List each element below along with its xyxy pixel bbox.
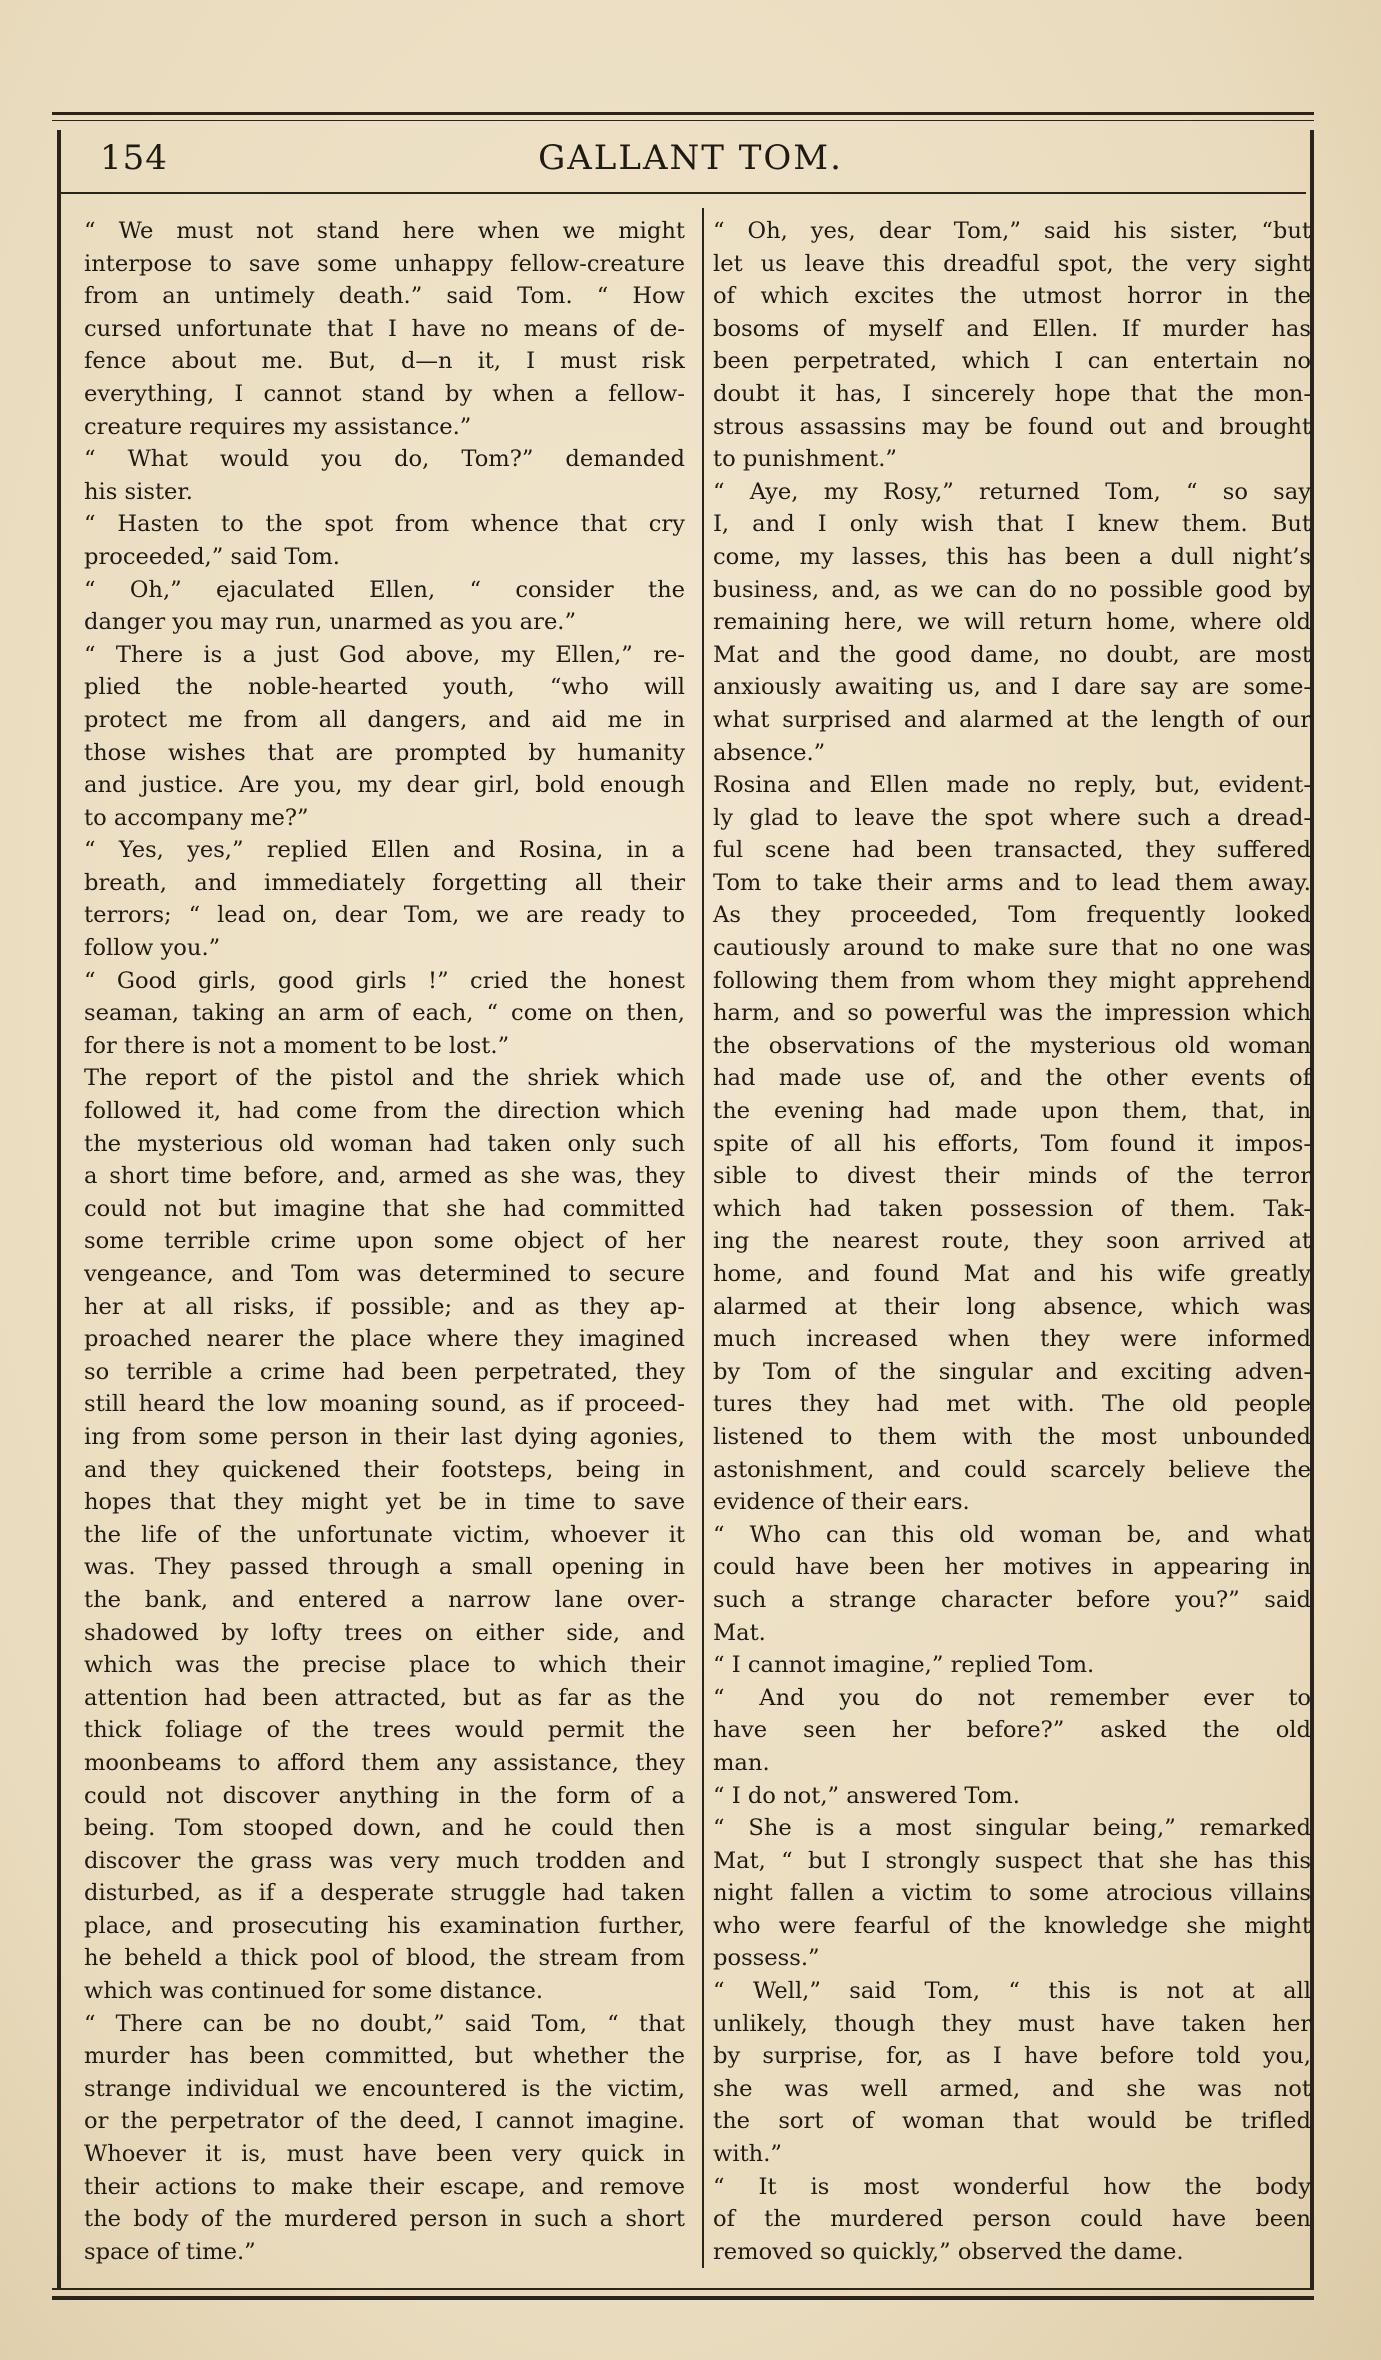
column-divider <box>702 208 704 2268</box>
text-line: been perpetrated, which I can entertain no <box>713 348 1311 375</box>
text-line: still heard the low moaning sound, as if proceed- <box>84 1391 685 1418</box>
text-line: attention had been attracted, but as far as the <box>84 1684 685 1711</box>
text-line: such a strange character before you?” said <box>713 1586 1311 1613</box>
text-line: place, and prosecuting his examination further, <box>84 1912 685 1939</box>
text-line: hopes that they might yet be in time to save <box>84 1489 685 1516</box>
text-line: ing the nearest route, they soon arrived at <box>713 1228 1311 1255</box>
text-line: the evening had made upon them, that, in <box>713 1098 1311 1125</box>
text-line: astonishment, and could scarcely believe the <box>713 1456 1311 1483</box>
text-line: some terrible crime upon some object of her <box>84 1228 685 1255</box>
text-line: anxiously awaiting us, and I dare say are some- <box>713 674 1311 701</box>
text-line: “ It is most wonderful how the body <box>713 2173 1311 2200</box>
text-line: “ Who can this old woman be, and what <box>713 1521 1311 1548</box>
text-line: As they proceeded, Tom frequently looked <box>713 902 1311 929</box>
text-line: fence about me. But, d—n it, I must risk <box>84 348 685 375</box>
text-line: Mat, “ but I strongly suspect that she has this <box>713 1847 1311 1874</box>
text-line: creature requires my assistance.” <box>84 413 472 440</box>
text-line: space of time.” <box>84 2238 256 2265</box>
text-line: Whoever it is, must have been very quick in <box>84 2141 685 2168</box>
text-line: for there is not a moment to be lost.” <box>84 1032 510 1059</box>
text-line: breath, and immediately forgetting all their <box>84 869 685 896</box>
text-line: evidence of their ears. <box>713 1489 970 1516</box>
text-line: man. <box>713 1749 770 1776</box>
text-line: her at all risks, if possible; and as they ap- <box>84 1293 685 1320</box>
text-line: spite of all his efforts, Tom found it impos- <box>713 1130 1311 1157</box>
text-line: the mysterious old woman had taken only such <box>84 1130 685 1157</box>
text-line: “ She is a most singular being,” remarked <box>713 1815 1311 1842</box>
text-line: could not but imagine that she had committed <box>84 1195 685 1222</box>
text-line: Mat. <box>713 1619 766 1646</box>
text-line: “ What would you do, Tom?” demanded <box>84 446 685 473</box>
text-line: “ And you do not remember ever to <box>713 1684 1311 1711</box>
text-line: and justice. Are you, my dear girl, bold enough <box>84 772 685 799</box>
text-line: those wishes that are prompted by humanity <box>84 739 685 766</box>
text-line: let us leave this dreadful spot, the very sight <box>713 250 1311 277</box>
text-line: moonbeams to afford them any assistance, they <box>84 1749 685 1776</box>
text-line: business, and, as we can do no possible good by <box>713 576 1311 603</box>
text-line: had made use of, and the other events of <box>713 1065 1311 1092</box>
text-line: Rosina and Ellen made no reply, but, evident- <box>713 772 1311 799</box>
text-line: harm, and so powerful was the impression which <box>713 1000 1311 1027</box>
text-line: listened to them with the most unbounded <box>713 1423 1311 1450</box>
text-line: doubt it has, I sincerely hope that the mon- <box>713 380 1311 407</box>
text-line: or the perpetrator of the deed, I cannot imagine. <box>84 2108 685 2135</box>
text-line: the sort of woman that would be trifled <box>713 2108 1311 2135</box>
text-line: “ There is a just God above, my Ellen,” re- <box>84 641 685 668</box>
text-line: plied the noble-hearted youth, “who will <box>84 674 685 701</box>
text-line: their actions to make their escape, and remove <box>84 2173 685 2200</box>
text-line: “ Aye, my Rosy,” returned Tom, “ so say <box>713 478 1311 505</box>
text-line: so terrible a crime had been perpetrated, they <box>84 1358 685 1385</box>
text-line: The report of the pistol and the shriek which <box>84 1065 685 1092</box>
text-line: ing from some person in their last dying agonies, <box>84 1423 685 1450</box>
text-line: “ Good girls, good girls !” cried the honest <box>84 967 685 994</box>
text-line: “ Yes, yes,” replied Ellen and Rosina, in a <box>84 837 685 864</box>
text-line: “ There can be no doubt,” said Tom, “ that <box>84 2010 685 2037</box>
text-line: “ Hasten to the spot from whence that cry <box>84 511 685 538</box>
text-line: could not discover anything in the form of a <box>84 1782 685 1809</box>
header-rule <box>60 192 1306 194</box>
running-title: GALLANT TOM. <box>538 138 843 178</box>
text-line: terrors; “ lead on, dear Tom, we are ready to <box>84 902 685 929</box>
text-line: sible to divest their minds of the terror <box>713 1163 1311 1190</box>
text-line: alarmed at their long absence, which was <box>713 1293 1311 1320</box>
text-line: which was continued for some distance. <box>84 1978 544 2005</box>
text-line: by Tom of the singular and exciting adven- <box>713 1358 1311 1385</box>
text-line: night fallen a victim to some atrocious villains <box>713 1880 1311 1907</box>
text-line: discover the grass was very much trodden and <box>84 1847 685 1874</box>
text-line: “ Oh,” ejaculated Ellen, “ consider the <box>84 576 685 603</box>
text-line: she was well armed, and she was not <box>713 2075 1311 2102</box>
text-line: ful scene had been transacted, they suffered <box>713 837 1311 864</box>
text-line: “ Well,” said Tom, “ this is not at all <box>713 1978 1311 2005</box>
text-line: protect me from all dangers, and aid me in <box>84 706 685 733</box>
top-rule-thin <box>52 120 1314 121</box>
text-line: have seen her before?” asked the old <box>713 1717 1311 1744</box>
text-line: possess.” <box>713 1945 820 1972</box>
text-column-right <box>713 215 1311 2268</box>
text-line: home, and found Mat and his wife greatly <box>713 1261 1311 1287</box>
text-line: cursed unfortunate that I have no means of de- <box>84 315 685 342</box>
text-line: murder has been committed, but whether the <box>84 2043 685 2070</box>
text-line: thick foliage of the trees would permit the <box>84 1717 685 1744</box>
text-line: shadowed by lofty trees on either side, and <box>84 1619 685 1646</box>
text-line: Mat and the good dame, no doubt, are most <box>713 641 1311 668</box>
text-line: to accompany me?” <box>84 804 309 831</box>
text-line: could have been her motives in appearing in <box>713 1554 1311 1581</box>
text-line: followed it, had come from the direction which <box>84 1098 685 1125</box>
left-border <box>57 130 61 2290</box>
text-line: being. Tom stooped down, and he could then <box>84 1815 685 1842</box>
text-column-left <box>84 215 685 2268</box>
page-number: 154 <box>100 138 168 178</box>
top-rule <box>52 112 1314 115</box>
text-line: ly glad to leave the spot where such a dread- <box>713 804 1311 831</box>
bottom-rule <box>52 2296 1314 2300</box>
text-line: strange individual we encountered is the victim, <box>84 2075 685 2102</box>
text-line: and they quickened their footsteps, being in <box>84 1456 685 1483</box>
text-line: “ We must not stand here when we might <box>84 218 685 244</box>
bottom-rule-thin <box>52 2288 1314 2290</box>
text-line: with.” <box>713 2141 782 2168</box>
text-line: by surprise, for, as I have before told you, <box>713 2043 1311 2070</box>
text-line: strous assassins may be found out and brought <box>713 413 1311 440</box>
text-line: from an untimely death.” said Tom. “ How <box>84 283 685 310</box>
text-line: his sister. <box>84 478 193 505</box>
text-line: interpose to save some unhappy fellow-creature <box>84 250 685 277</box>
text-line: was. They passed through a small opening in <box>84 1554 685 1581</box>
text-line: to punishment.” <box>713 446 897 473</box>
text-line: removed so quickly,” observed the dame. <box>713 2238 1184 2265</box>
text-line: unlikely, though they must have taken her <box>713 2010 1311 2037</box>
text-line: of which excites the utmost horror in the <box>713 283 1311 310</box>
text-line: much increased when they were informed <box>713 1326 1311 1353</box>
text-line: “ I do not,” answered Tom. <box>713 1782 1020 1809</box>
text-line: which was the precise place to which their <box>84 1652 685 1679</box>
text-line: the life of the unfortunate victim, whoever it <box>84 1521 685 1548</box>
text-line: of the murdered person could have been <box>713 2206 1311 2233</box>
text-line: proached nearer the place where they imagined <box>84 1326 685 1353</box>
text-line: vengeance, and Tom was determined to secure <box>84 1261 685 1287</box>
text-line: following them from whom they might apprehend <box>713 967 1311 994</box>
text-line: everything, I cannot stand by when a fellow- <box>84 380 685 407</box>
text-line: danger you may run, unarmed as you are.” <box>84 609 577 636</box>
text-line: the bank, and entered a narrow lane over- <box>84 1586 685 1613</box>
text-line: disturbed, as if a desperate struggle had taken <box>84 1880 685 1907</box>
text-line: tures they had met with. The old people <box>713 1391 1311 1418</box>
text-line: follow you.” <box>84 935 221 962</box>
text-line: seaman, taking an arm of each, “ come on then, <box>84 1000 685 1027</box>
text-line: Tom to take their arms and to lead them away. <box>713 869 1311 896</box>
text-line: “ I cannot imagine,” replied Tom. <box>713 1652 1095 1679</box>
text-line: the body of the murdered person in such a short <box>84 2206 685 2233</box>
text-line: remaining here, we will return home, where old <box>713 609 1311 636</box>
text-line: which had taken possession of them. Tak- <box>713 1195 1311 1222</box>
text-line: a short time before, and, armed as she was, they <box>84 1163 685 1190</box>
text-line: cautiously around to make sure that no one was <box>713 935 1311 962</box>
text-line: bosoms of myself and Ellen. If murder has <box>713 315 1311 342</box>
text-line: the observations of the mysterious old woman <box>713 1032 1311 1059</box>
text-line: “ Oh, yes, dear Tom,” said his sister, “but <box>713 218 1311 244</box>
text-line: he beheld a thick pool of blood, the stream from <box>84 1945 685 1972</box>
text-line: absence.” <box>713 739 826 766</box>
text-line: who were fearful of the knowledge she might <box>713 1912 1311 1939</box>
text-line: what surprised and alarmed at the length of our <box>713 706 1311 733</box>
text-line: proceeded,” said Tom. <box>84 543 340 570</box>
text-line: I, and I only wish that I knew them. But <box>713 511 1311 538</box>
text-line: come, my lasses, this has been a dull night’s <box>713 543 1311 570</box>
